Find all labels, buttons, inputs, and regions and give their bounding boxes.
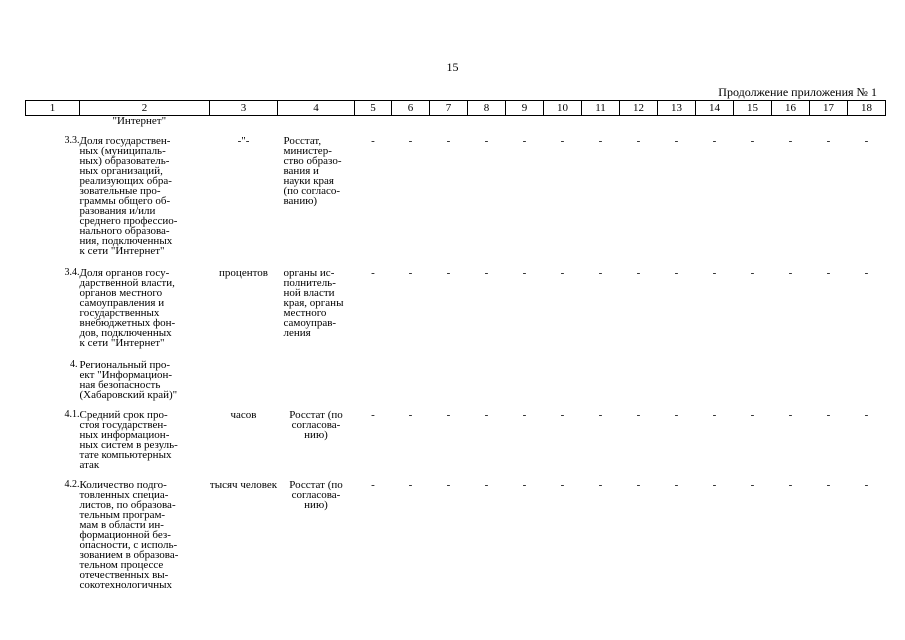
value-cell: - xyxy=(371,267,375,279)
column-header: 4 xyxy=(278,101,355,116)
value-cell: - xyxy=(712,479,717,491)
column-header: 9 xyxy=(506,101,544,116)
value-cell: - xyxy=(560,267,565,279)
indicator-name xyxy=(80,470,210,590)
indicator-name-line: тельным програм- xyxy=(79,509,166,521)
value-cell: - xyxy=(408,479,413,491)
value-cell: - xyxy=(484,479,489,491)
indicator-name-line: органов местного xyxy=(79,287,163,299)
continuation-label: Продолжение приложения № 1 xyxy=(718,85,877,99)
column-header: 12 xyxy=(620,101,658,116)
indicator-name-line: формационной без- xyxy=(79,529,171,541)
indicator-name xyxy=(80,256,210,348)
column-header: 5 xyxy=(355,101,392,116)
column-header: 14 xyxy=(696,101,734,116)
value-cell: - xyxy=(446,135,451,147)
value-cell: - xyxy=(598,479,603,491)
source-line: края, органы xyxy=(283,297,344,309)
source-cell xyxy=(278,470,355,590)
value-cell: - xyxy=(371,409,375,421)
value-cell: - xyxy=(522,479,527,491)
value-cell: - xyxy=(522,267,527,279)
value-cell: - xyxy=(636,409,641,421)
source-line: Росстат (по xyxy=(289,409,343,421)
indicator-name-line: опасности, с исполь- xyxy=(79,539,178,551)
source-line: науки края xyxy=(283,175,334,187)
column-header: 17 xyxy=(810,101,848,116)
source-line: Росстат (по xyxy=(289,479,343,491)
indicator-name-line: Количество подго- xyxy=(79,479,167,491)
indicator-name-line: ных) образователь- xyxy=(79,155,170,167)
indicator-name-line: дарственной власти, xyxy=(79,277,175,289)
indicator-name-line: Доля органов госу- xyxy=(79,267,170,279)
value-cell: - xyxy=(826,267,831,279)
value-cell: - xyxy=(674,267,679,279)
value-cell: - xyxy=(788,267,793,279)
value-cell: - xyxy=(560,479,565,491)
indicator-name-line: ных (муниципаль- xyxy=(79,145,166,157)
row-number: 3.3. xyxy=(64,135,80,146)
source-line: (по согласо- xyxy=(283,185,341,197)
value-cell: - xyxy=(826,135,831,147)
value-cell: - xyxy=(446,267,451,279)
value-cell: - xyxy=(712,135,717,147)
column-header: 1 xyxy=(26,101,80,116)
indicator-name-line: внебюджетных фон- xyxy=(79,317,176,329)
source-cell xyxy=(278,256,355,348)
value-cell: - xyxy=(446,479,451,491)
indicator-name-line: разования и/или xyxy=(79,205,156,217)
indicator-name-line: сокотехнологичных xyxy=(79,579,173,591)
value-cell: - xyxy=(864,135,869,147)
indicator-name-line: к сети "Интернет" xyxy=(79,337,165,349)
value-cell: - xyxy=(522,409,527,421)
column-header: 10 xyxy=(544,101,582,116)
appendix-table xyxy=(25,100,886,590)
row-number: 4. xyxy=(70,359,78,370)
source-line: самоуправ- xyxy=(283,317,337,329)
column-header: 8 xyxy=(468,101,506,116)
value-cell: - xyxy=(408,409,413,421)
value-cell: - xyxy=(788,479,793,491)
unit-cell: тысяч человек xyxy=(209,479,278,491)
table-row xyxy=(26,348,886,400)
source-line: вания и xyxy=(283,165,319,177)
source-line: согласова- xyxy=(291,489,341,501)
indicator-name-line: ния, подключенных xyxy=(79,235,173,247)
source-cell xyxy=(278,130,355,256)
column-header: 15 xyxy=(734,101,772,116)
unit-cell: часов xyxy=(230,409,257,421)
value-cell: - xyxy=(712,267,717,279)
source-line: согласова- xyxy=(291,419,341,431)
indicator-name-line: зовательные про- xyxy=(79,185,161,197)
indicator-name-line: мам в области ин- xyxy=(79,519,164,531)
value-cell: - xyxy=(484,409,489,421)
indicator-name-line: товленных специа- xyxy=(79,489,169,501)
value-cell: - xyxy=(674,479,679,491)
indicator-name-line: стоя государствен- xyxy=(79,419,167,431)
source-line: ванию) xyxy=(283,195,318,207)
source-line: Росстат, xyxy=(283,135,322,147)
source-line: ство образо- xyxy=(283,155,342,167)
column-header: 16 xyxy=(772,101,810,116)
value-cell: - xyxy=(750,409,755,421)
source-cell xyxy=(278,400,355,470)
value-cell: - xyxy=(484,135,489,147)
value-cell: - xyxy=(864,479,869,491)
indicator-name-line: нального образова- xyxy=(79,225,170,237)
value-cell: - xyxy=(636,267,641,279)
source-line: министер- xyxy=(283,145,332,157)
value-cell: - xyxy=(674,409,679,421)
value-cell: - xyxy=(864,267,869,279)
value-cell: - xyxy=(712,409,717,421)
indicator-name-line: реализующих обра- xyxy=(79,175,172,187)
value-cell: - xyxy=(826,479,831,491)
value-cell: - xyxy=(408,135,413,147)
indicator-name-line: атак xyxy=(79,459,100,471)
indicator-name-line: Доля государствен- xyxy=(79,135,171,147)
value-cell: - xyxy=(560,409,565,421)
indicator-name-line: тельном процессе xyxy=(79,559,164,571)
column-number-header xyxy=(26,101,886,116)
indicator-name-line: ная безопасность xyxy=(79,379,161,391)
indicator-name-line: ных информацион- xyxy=(79,429,170,441)
indicator-name-line: Региональный про- xyxy=(79,359,171,371)
table-row xyxy=(26,400,886,470)
source-line: органы ис- xyxy=(283,267,335,279)
indicator-name-line: к сети "Интернет" xyxy=(79,245,165,257)
source-line: нию) xyxy=(304,499,328,511)
value-cell: - xyxy=(788,135,793,147)
value-cell: - xyxy=(371,135,375,147)
value-cell: - xyxy=(598,409,603,421)
column-header: 7 xyxy=(430,101,468,116)
column-header: 13 xyxy=(658,101,696,116)
indicator-name-line: (Хабаровский край)" xyxy=(79,389,178,401)
carryover-text: "Интернет" xyxy=(112,115,167,127)
source-line: нию) xyxy=(304,429,328,441)
indicator-name-line: Средний срок про- xyxy=(79,409,168,421)
value-cell: - xyxy=(636,135,641,147)
indicator-name-line: ных организаций, xyxy=(79,165,163,177)
value-cell: - xyxy=(371,479,375,491)
indicator-name xyxy=(80,400,210,470)
row-number: 4.2. xyxy=(64,479,80,490)
value-cell: - xyxy=(826,409,831,421)
indicator-name-line: самоуправления и xyxy=(79,297,165,309)
indicator-name xyxy=(80,348,210,400)
value-cell: - xyxy=(750,267,755,279)
indicator-name-line: ных систем в резуль- xyxy=(79,439,178,451)
value-cell: - xyxy=(636,479,641,491)
indicator-name-line: государственных xyxy=(79,307,160,319)
indicator-name-line: листов, по образова- xyxy=(79,499,176,511)
column-header: 2 xyxy=(80,101,210,116)
indicator-name-line: среднего профессио- xyxy=(79,215,178,227)
value-cell: - xyxy=(674,135,679,147)
source-line: местного xyxy=(283,307,327,319)
indicator-name-line: граммы общего об- xyxy=(79,195,171,207)
source-line: ления xyxy=(283,327,311,339)
indicator-name-line: ект "Информацион- xyxy=(79,369,173,381)
indicator-name xyxy=(80,130,210,256)
value-cell: - xyxy=(522,135,527,147)
value-cell: - xyxy=(598,135,603,147)
column-header: 18 xyxy=(848,101,886,116)
value-cell: - xyxy=(484,267,489,279)
table-row xyxy=(26,256,886,348)
carryover-row xyxy=(26,116,886,131)
table-row xyxy=(26,470,886,590)
column-header: 6 xyxy=(392,101,430,116)
indicator-name-line: тате компьютерных xyxy=(79,449,172,461)
source-line: ной власти xyxy=(283,287,335,299)
value-cell: - xyxy=(750,135,755,147)
table-row xyxy=(26,130,886,256)
value-cell: - xyxy=(750,479,755,491)
source-line: полнитель- xyxy=(283,277,336,289)
value-cell: - xyxy=(446,409,451,421)
indicator-name-line: зованием в образова- xyxy=(79,549,179,561)
row-number: 4.1. xyxy=(64,409,80,420)
value-cell: - xyxy=(864,409,869,421)
unit-cell: процентов xyxy=(219,267,268,279)
row-number: 3.4. xyxy=(64,267,80,278)
indicator-name-line: отечественных вы- xyxy=(79,569,169,581)
value-cell: - xyxy=(408,267,413,279)
indicator-name-line: дов, подключенных xyxy=(79,327,172,339)
page-number: 15 xyxy=(446,60,459,74)
value-cell: - xyxy=(598,267,603,279)
value-cell: - xyxy=(560,135,565,147)
column-header: 3 xyxy=(210,101,278,116)
unit-cell: -"- xyxy=(237,135,250,147)
value-cell: - xyxy=(788,409,793,421)
column-header: 11 xyxy=(582,101,620,116)
